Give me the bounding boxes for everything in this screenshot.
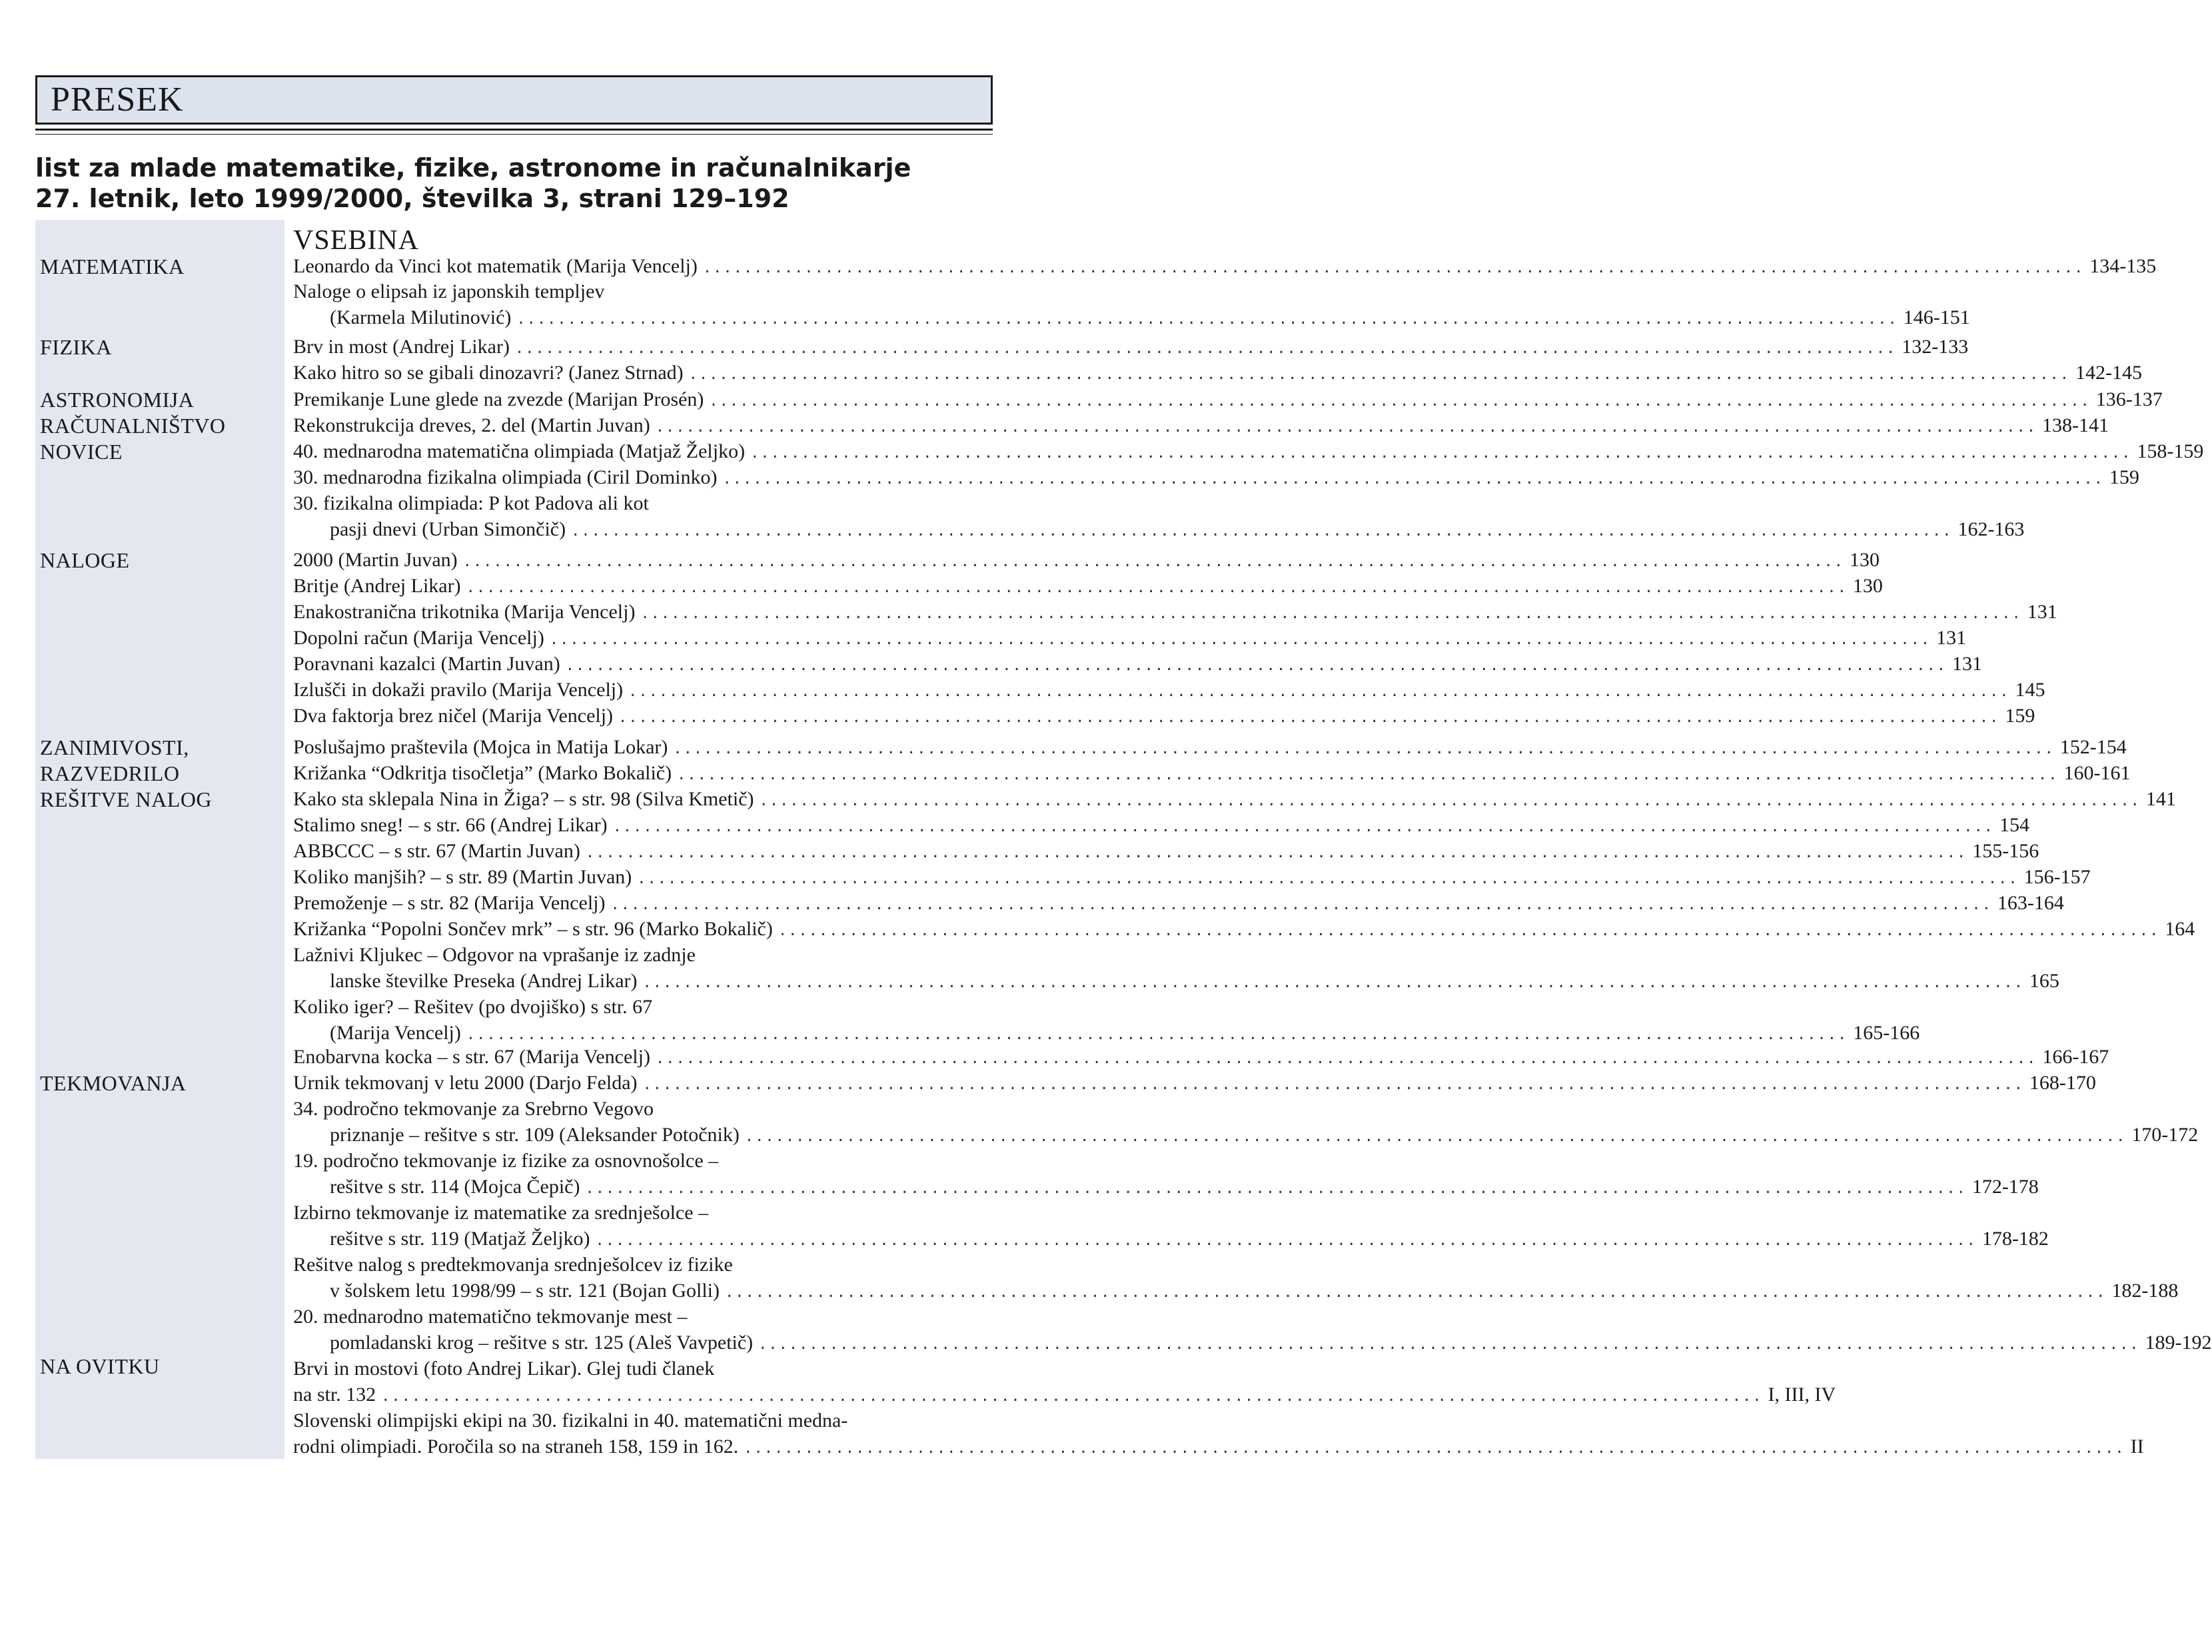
toc-entry: 20. mednarodno matematično tekmovanje mest – [293,1306,688,1328]
toc-entry: Premoženje – s str. 82 (Marija Vencelj) ........................................................................................................................................ 163-164 [293,892,2064,914]
toc-entry: Dopolni račun (Marija Vencelj) ........................................................................................................................................ 131 [293,627,1967,649]
header-rule-thick [35,129,993,131]
toc-entry: 30. fizikalna olimpiada: P kot Padova ali kot [293,492,649,514]
category-razvedrilo: RAZVEDRILO [40,761,180,785]
toc-entry: Kako sta sklepala Nina in Žiga? – s str. 98 (Silva Kmetič) ........................................................................................................................................ 141 [293,788,2176,810]
toc-entry: Kako hitro so se gibali dinozavri? (Janez Strnad) ........................................................................................................................................ 142-145 [293,362,2143,384]
toc-entry: Koliko iger? – Rešitev (po dvojiško) s str. 67 [293,996,653,1018]
toc-entry: Leonardo da Vinci kot matematik (Marija Vencelj) ........................................................................................................................................ 134-135 [293,255,2157,277]
toc-entry: Urnik tekmovanj v letu 2000 (Darjo Felda) ........................................................................................................................................ 168-170 [293,1072,2096,1094]
category-na-ovitku: NA OVITKU [40,1354,160,1378]
toc-entry: Slovenski olimpijski ekipi na 30. fizikalni in 40. matematični medna- [293,1410,848,1432]
toc-entry: na str. 132 ........................................................................................................................................ I, III, IV [293,1384,1836,1406]
journal-title: PRESEK [51,81,184,119]
category-racunalnistvo: RAČUNALNIŠTVO [40,414,226,438]
toc-entry: (Marija Vencelj) ........................................................................................................................................ 165-166 [330,1022,1920,1044]
toc-entry: rodni olimpiadi. Poročila so na straneh 158, 159 in 162. ........................................................................................................................................ II [293,1436,2144,1457]
toc-entry: lanske številke Preseka (Andrej Likar) ........................................................................................................................................ 165 [330,970,2059,992]
toc-entry: Rekonstrukcija dreves, 2. del (Martin Juvan) ........................................................................................................................................ 138-141 [293,414,2109,436]
toc-entry: rešitve s str. 114 (Mojca Čepič) ........................................................................................................................................ 172-178 [330,1176,2039,1198]
toc-entry: Poslušajmo praštevila (Mojca in Matija Lokar) ........................................................................................................................................ 152-154 [293,736,2127,758]
category-matematika: MATEMATIKA [40,254,185,278]
masthead [35,75,993,125]
toc-entry: Križanka “Odkritja tisočletja” (Marko Bokalič) ........................................................................................................................................ 160-161 [293,762,2131,784]
subtitle-line-2: 27. letnik, leto 1999/2000, številka 3, strani 129–192 [35,184,790,213]
toc-entry: Dva faktorja brez ničel (Marija Vencelj) ........................................................................................................................................ 159 [293,705,2035,727]
toc-entry: 40. mednarodna matematična olimpiada (Matjaž Željko) ........................................................................................................................................ 158-159 [293,440,2204,462]
category-naloge: NALOGE [40,548,130,572]
toc-entry: 2000 (Martin Juvan) ........................................................................................................................................ 130 [293,549,1880,571]
toc-entry: Lažnivi Kljukec – Odgovor na vprašanje iz zadnje [293,944,696,966]
toc-entry: Brv in most (Andrej Likar) ........................................................................................................................................ 132-133 [293,336,1969,358]
category-zanimivosti: ZANIMIVOSTI, [40,735,189,759]
toc-entry: Križanka “Popolni Sončev mrk” – s str. 96 (Marko Bokalič) ........................................................................................................................................ 164 [293,918,2195,940]
toc-entry: v šolskem letu 1998/99 – s str. 121 (Bojan Golli) ........................................................................................................................................ 182-188 [330,1280,2179,1302]
subtitle-line-1: list za mlade matematike, fizike, astronome in računalnikarje [35,153,911,183]
toc-entry: Brvi in mostovi (foto Andrej Likar). Glej tudi članek [293,1358,715,1380]
toc-entry: Enobarvna kocka – s str. 67 (Marija Vencelj) ........................................................................................................................................ 166-167 [293,1046,2109,1068]
category-astronomija: ASTRONOMIJA [40,388,195,412]
toc-entry: Izlušči in dokaži pravilo (Marija Vencelj) ........................................................................................................................................ 145 [293,679,2045,701]
toc-entry: Premikanje Lune glede na zvezde (Marijan Prosén) ........................................................................................................................................ 136-137 [293,388,2163,410]
toc-entry: Enakostranična trikotnika (Marija Vencelj) ........................................................................................................................................ 131 [293,601,2057,623]
contents-heading: VSEBINA [293,225,420,256]
header-rule-thin [35,134,993,135]
toc-entry: priznanje – rešitve s str. 109 (Aleksander Potočnik) ........................................................................................................................................ 170-172 [330,1124,2199,1146]
toc-entry: pomladanski krog – rešitve s str. 125 (Aleš Vavpetič) ........................................................................................................................................ 189-192 [330,1332,2212,1354]
toc-entry: (Karmela Milutinović) ........................................................................................................................................ 146-151 [330,306,1970,328]
toc-entry: 19. področno tekmovanje iz fizike za osnovnošolce – [293,1150,719,1172]
toc-entry: Izbirno tekmovanje iz matematike za srednješolce – [293,1202,709,1224]
toc-entry: Koliko manjših? – s str. 89 (Martin Juvan) ........................................................................................................................................ 156-157 [293,866,2091,888]
category-fizika: FIZIKA [40,335,112,359]
toc-entry: 30. mednarodna fizikalna olimpiada (Ciril Dominko) ........................................................................................................................................ 159 [293,466,2139,488]
category-resitve-nalog: REŠITVE NALOG [40,787,213,811]
category-novice: NOVICE [40,440,123,464]
category-tekmovanja: TEKMOVANJA [40,1071,187,1095]
toc-entry: Poravnani kazalci (Martin Juvan) ........................................................................................................................................ 131 [293,653,1983,675]
toc-entry: Rešitve nalog s predtekmovanja srednješolcev iz fizike [293,1254,733,1276]
toc-entry: Britje (Andrej Likar) ........................................................................................................................................ 130 [293,575,1883,597]
toc-entry: Stalimo sneg! – s str. 66 (Andrej Likar) ........................................................................................................................................ 154 [293,814,2029,836]
toc-entry: ABBCCC – s str. 67 (Martin Juvan) ........................................................................................................................................ 155-156 [293,840,2039,862]
toc-entry: pasji dnevi (Urban Simončič) ........................................................................................................................................ 162-163 [330,518,2025,540]
toc-entry: Naloge o elipsah iz japonskih templjev [293,280,605,302]
toc-entry: rešitve s str. 119 (Matjaž Željko) ........................................................................................................................................ 178-182 [330,1228,2049,1250]
toc-entry: 34. področno tekmovanje za Srebrno Vegovo [293,1098,654,1120]
